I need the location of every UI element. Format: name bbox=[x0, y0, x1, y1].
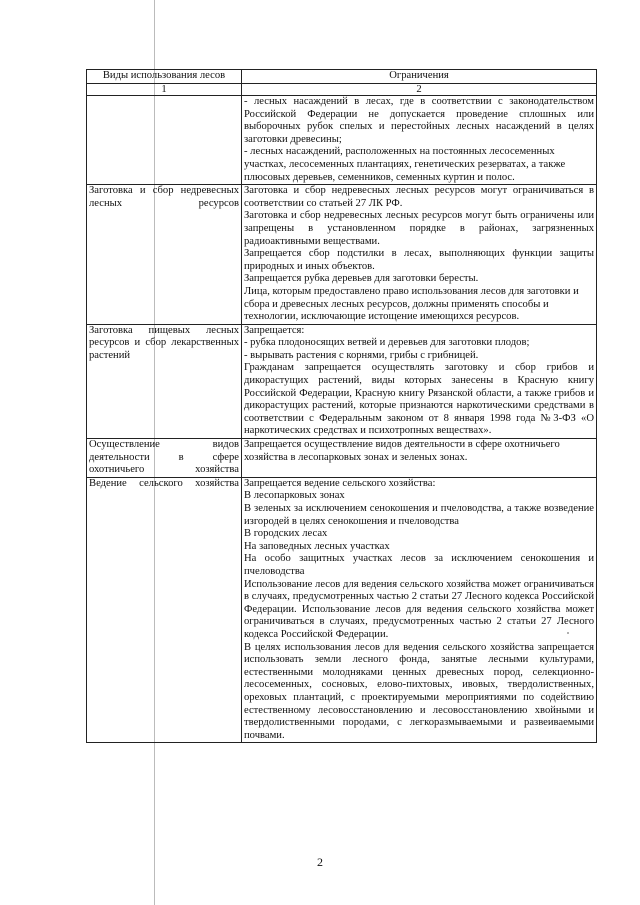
table-row bbox=[87, 477, 597, 742]
restriction-text: В зеленых за исключением сенокошения и пчеловодства, а также возведение изгородей в целях сенокошения и пчеловодства bbox=[244, 503, 594, 527]
restriction-text: Запрещается: bbox=[244, 324, 305, 336]
restriction-text: Лица, которым предоставлено право использования лесов для заготовки и сбора и древесных лесных ресурсов, должны применять способы и технологии, исключающие истощение имеющихся ресурсов. bbox=[244, 285, 579, 323]
column-number-1: 1 bbox=[87, 84, 242, 96]
restriction-text: На особо защитных участках лесов за исключением сенокошения и пчеловодства bbox=[244, 553, 594, 577]
usage-type-cell: Ведение сельского хозяйства bbox=[87, 477, 242, 742]
restriction-text: - рубка плодоносящих ветвей и деревьев для заготовки плодов; bbox=[244, 337, 530, 349]
restriction-text: В целях использования лесов для ведения сельского хозяйства запрещается использовать земли лесного фонда, занятые лесными культурами, естественными молодняками ценных древесных пород, селекционно-лесосеменных, сосновых, елово-пихтовых, ивовых, твердолиственных, ореховых плантаций, с проектируемыми мероприятиями по содействию естественному лесовосстановлению и лесовосстановлению хвойными и твердолиственными породами, с легкоразмываемыми и развеиваемыми почвами. bbox=[244, 641, 594, 741]
header-row bbox=[87, 70, 597, 84]
restriction-text: Гражданам запрещается осуществлять заготовку и сбор грибов и дикорастущих растений, виды которых занесены в Красную книгу Российской Федерации, Красную книгу Рязанской области, а также грибов и дикорастущих растений, которые признаются наркотическими средствами в соответствии с Федеральным законом от 8 января 1998 года №3-ФЗ «О наркотических средствах и психотропных веществах». bbox=[244, 362, 594, 437]
restriction-text: Запрещается рубка деревьев для заготовки бересты. bbox=[244, 273, 479, 285]
restriction-text: Заготовка и сбор недревесных лесных ресурсов могут быть ограничены или запрещены в установленном порядке в районах, загрязненных радиоактивными веществами. bbox=[244, 210, 594, 247]
usage-type-cell: Заготовка и сбор недревесных лесных ресурсов bbox=[87, 185, 242, 325]
restriction-text: Использование лесов для ведения сельского хозяйства может ограничиваться в случаях, предусмотренных частью 2 статьи 27 Лесного кодекса Российской Федерации. Использование лесов для ведения сельского хозяйства может ограничиваться в случаях, предусмотренных частью 2 статьи 27 Лесного кодекса Российской Федерации. bbox=[244, 578, 594, 640]
restriction-text: Заготовка и сбор недревесных лесных ресурсов могут ограничиваться в соответствии со статьей 27 ЛК РФ. bbox=[244, 185, 594, 209]
column-number-row bbox=[87, 84, 597, 96]
restriction-text: В городских лесах bbox=[244, 528, 328, 540]
restriction-text: В лесопарковых зонах bbox=[244, 490, 345, 502]
restriction-text: На заповедных лесных участках bbox=[244, 540, 390, 552]
restriction-text: - лесных насаждений, расположенных на постоянных лесосеменных участках, лесосеменных плантациях, генетических резерватах, а также плюсовых деревьев, семенников, семенных куртин и полос. bbox=[244, 146, 566, 183]
table-row bbox=[87, 96, 597, 185]
usage-type-cell: Осуществление видов деятельности в сфере охотничьего хозяйства bbox=[87, 439, 242, 478]
restrictions-cell bbox=[242, 477, 597, 742]
usage-type-cell bbox=[87, 96, 242, 185]
restrictions-table bbox=[86, 69, 597, 743]
restrictions-cell bbox=[242, 439, 597, 478]
table-row bbox=[87, 185, 597, 325]
header-restrictions: Ограничения bbox=[242, 70, 597, 84]
restrictions-cell bbox=[242, 185, 597, 325]
restriction-text: - лесных насаждений в лесах, где в соответствии с законодательством Российской Федерации не допускается проведение сплошных или выборочных рубок спелых и перестойных лесных насаждений в целях заготовки древесины; bbox=[244, 96, 594, 145]
restriction-text: - вырывать растения с корнями, грибы с грибницей. bbox=[244, 349, 479, 361]
column-number-2: 2 bbox=[242, 84, 597, 96]
header-usage-types: Виды использования лесов bbox=[87, 70, 242, 84]
restriction-text: Запрещается ведение сельского хозяйства: bbox=[244, 477, 436, 489]
table-row bbox=[87, 439, 597, 478]
table-row bbox=[87, 324, 597, 438]
scan-speck bbox=[567, 632, 569, 634]
usage-type-cell: Заготовка пищевых лесных ресурсов и сбор лекарственных растений bbox=[87, 324, 242, 438]
restrictions-cell bbox=[242, 96, 597, 185]
page-number: 2 bbox=[317, 855, 323, 869]
restriction-text: Запрещается осуществление видов деятельности в сфере охотничьего хозяйства в лесопарковых зонах и зеленых зонах. bbox=[244, 439, 560, 463]
restrictions-cell bbox=[242, 324, 597, 438]
restriction-text: Запрещается сбор подстилки в лесах, выполняющих функции защиты природных и иных объектов. bbox=[244, 248, 594, 272]
